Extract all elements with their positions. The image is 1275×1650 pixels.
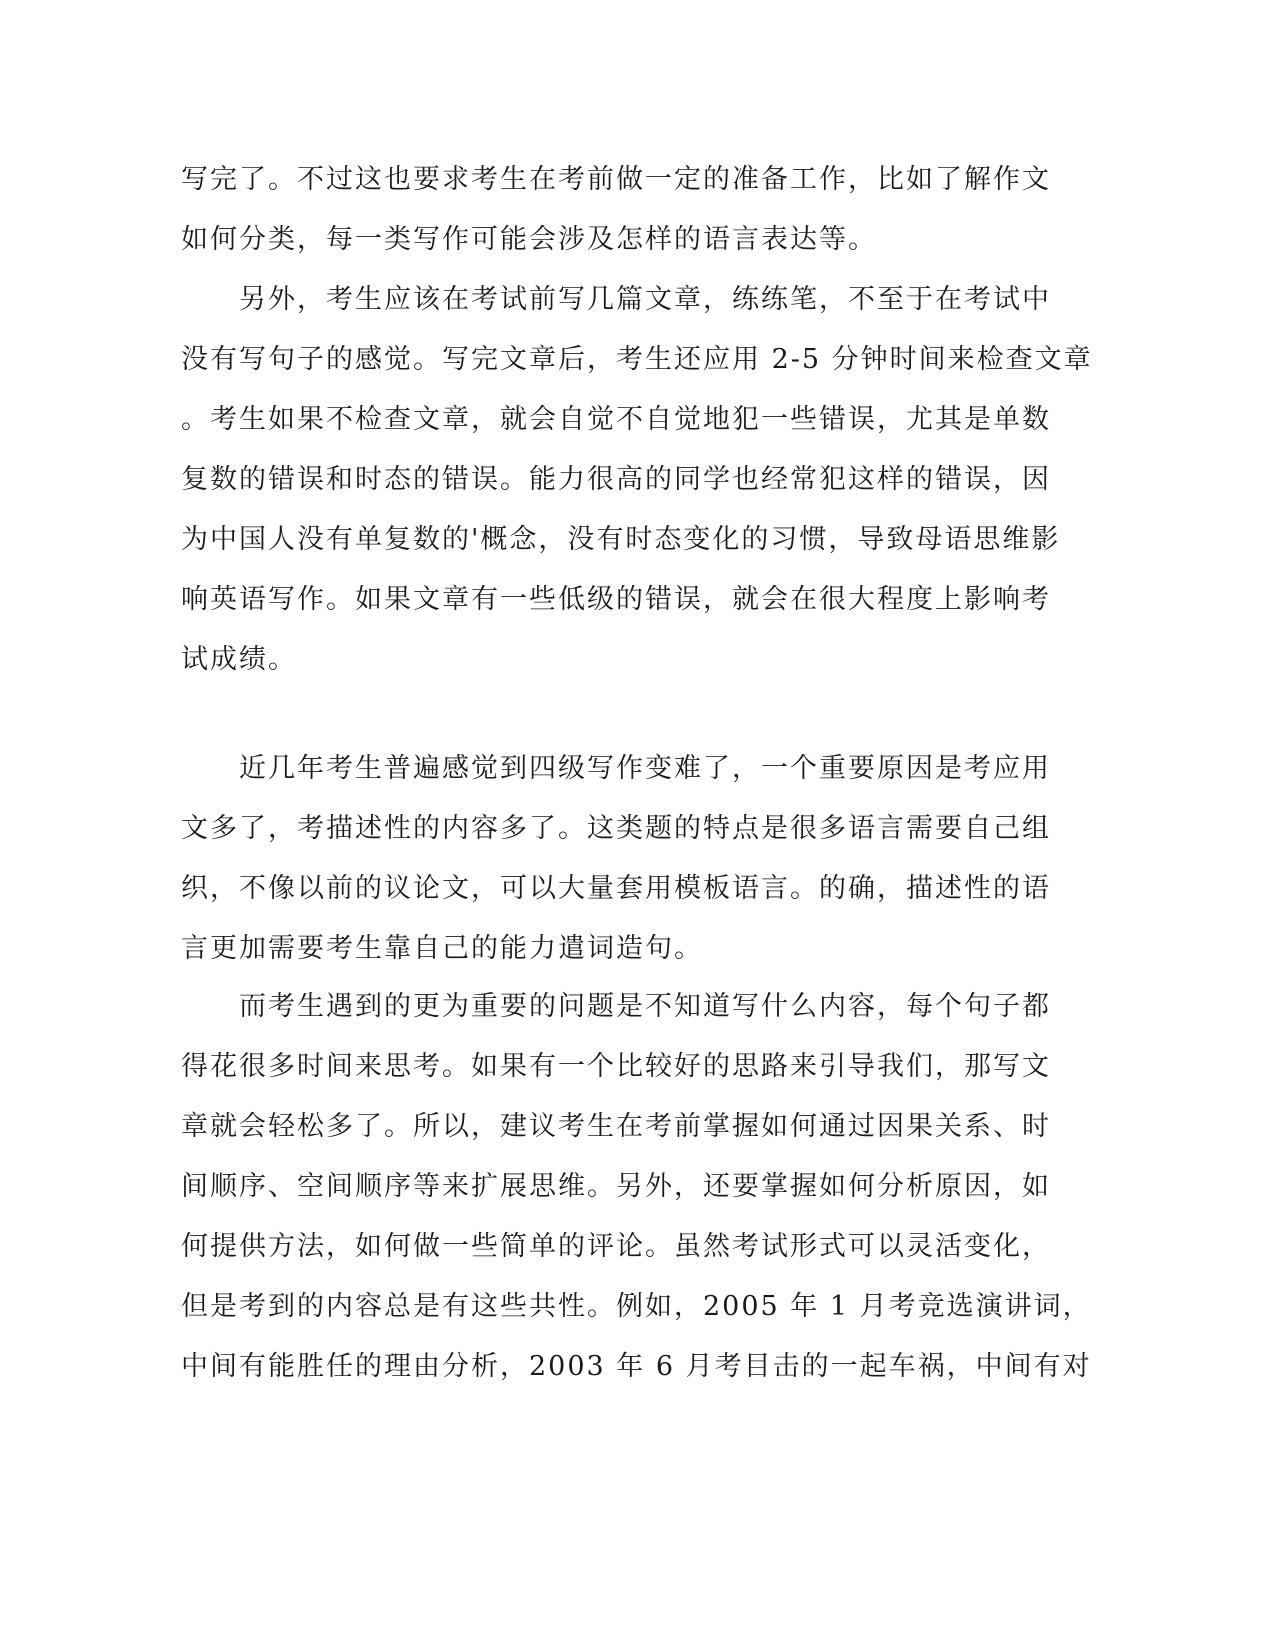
paragraph-line: 织，不像以前的议论文，可以大量套用模板语言。的确，描述性的语 <box>181 873 1051 904</box>
paragraph-line: 另外，考生应该在考试前写几篇文章，练练笔，不至于在考试中 <box>181 284 1051 315</box>
paragraph-line: 试成绩。 <box>181 644 297 675</box>
paragraph-line: 近几年考生普遍感觉到四级写作变难了，一个重要原因是考应用 <box>181 753 1051 784</box>
paragraph-line: 章就会轻松多了。所以，建议考生在考前掌握如何通过因果关系、时 <box>181 1111 1051 1142</box>
paragraph-1 <box>181 150 1051 270</box>
paragraph-line: 中间有能胜任的理由分析，2003 年 6 月考目击的一起车祸，中间有对 <box>181 1351 1092 1382</box>
paragraph-line: 复数的错误和时态的错误。能力很高的同学也经常犯这样的错误，因 <box>181 464 1051 495</box>
paragraph-line: 。考生如果不检查文章，就会自觉不自觉地犯一些错误，尤其是单数 <box>181 404 1051 435</box>
paragraph-line: 间顺序、空间顺序等来扩展思维。另外，还要掌握如何分析原因，如 <box>181 1171 1051 1202</box>
paragraph-3 <box>181 739 1051 979</box>
paragraph-line: 为中国人没有单复数的'概念，没有时态变化的习惯，导致母语思维影 <box>181 524 1061 555</box>
paragraph-line: 文多了，考描述性的内容多了。这类题的特点是很多语言需要自己组 <box>181 813 1051 844</box>
paragraph-line: 如何分类，每一类写作可能会涉及怎样的语言表达等。 <box>181 224 877 255</box>
paragraph-line: 而考生遇到的更为重要的问题是不知道写什么内容，每个句子都 <box>181 991 1051 1022</box>
paragraph-line: 何提供方法，如何做一些简单的评论。虽然考试形式可以灵活变化， <box>181 1231 1051 1262</box>
paragraph-2 <box>181 270 1093 690</box>
paragraph-4 <box>181 977 1092 1397</box>
paragraph-line: 言更加需要考生靠自己的能力遣词造句。 <box>181 933 703 964</box>
paragraph-line: 响英语写作。如果文章有一些低级的错误，就会在很大程度上影响考 <box>181 584 1051 615</box>
paragraph-line: 但是考到的内容总是有这些共性。例如，2005 年 1 月考竞选演讲词， <box>181 1291 1092 1322</box>
paragraph-line: 没有写句子的感觉。写完文章后，考生还应用 2-5 分钟时间来检查文章 <box>181 344 1093 375</box>
paragraph-line: 写完了。不过这也要求考生在考前做一定的准备工作，比如了解作文 <box>181 164 1051 195</box>
paragraph-line: 得花很多时间来思考。如果有一个比较好的思路来引导我们，那写文 <box>181 1051 1051 1082</box>
